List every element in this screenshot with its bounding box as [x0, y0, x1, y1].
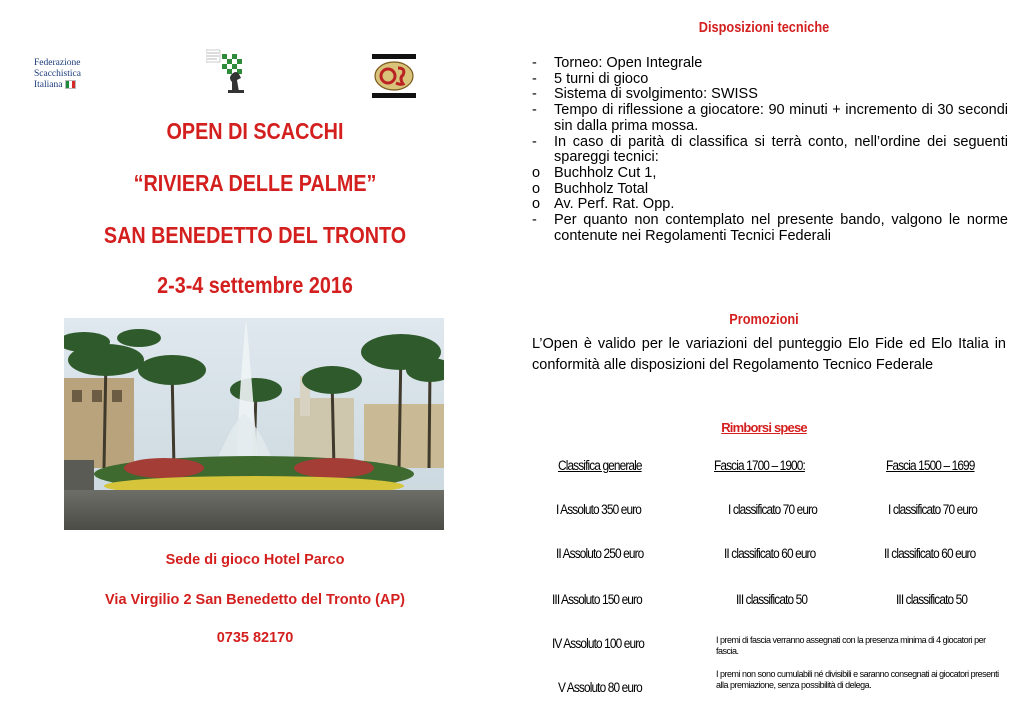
italian-flag-icon	[65, 80, 76, 89]
prize-general-3: III Assoluto 150 euro	[552, 592, 642, 607]
rimborsi-note-2: I premi non sono cumulabili né divisibili e saranno consegnati ai giocatori presenti alla premiazione, senza possibilità di delega.	[716, 669, 999, 690]
list-text: Per quanto non contemplato nel presente bando, valgono le norme contenute nei Regolamenti Tecnici Federali	[554, 212, 1008, 244]
list-marker: o	[532, 164, 541, 181]
tech-title: Disposizioni tecniche	[698, 20, 830, 36]
hotel-park-photo	[64, 318, 444, 530]
fsi-logo-line3-text: Italiana	[34, 80, 63, 90]
venue-phone: 0735 82170	[216, 630, 294, 646]
promo-text: L’Open è valido per le variazioni del punteggio Elo Fide ed Elo Italia in conformità alle disposizioni del Regolamento Tecnico Federale	[532, 336, 1006, 373]
title-line2: “RIVIERA DELLE PALME”	[133, 170, 377, 196]
prize-general-4: IV Assoluto 100 euro	[552, 636, 645, 651]
venue-address: Via Virgilio 2 San Benedetto del Tronto (AP)	[105, 592, 405, 608]
rimborsi-header-fascia-1700: Fascia 1700 – 1900:	[714, 458, 805, 473]
list-marker: -	[532, 70, 537, 87]
fsi-logo-line2: Scacchistica	[34, 69, 81, 79]
list-marker: -	[532, 212, 537, 229]
prize-fascia1500-3: III classificato 50	[896, 592, 968, 607]
list-item	[532, 197, 1008, 213]
fsi-logo-line1: Federazione	[34, 58, 81, 68]
list-marker: -	[532, 86, 537, 103]
rimborsi-note-1: I premi di fascia verranno assegnati con la presenza minima di 4 giocatori per fascia.	[716, 635, 986, 656]
list-text: Sistema di svolgimento: SWISS	[554, 86, 758, 103]
prize-fascia1500-2: II classificato 60 euro	[884, 546, 976, 561]
rimborsi-header-fascia-1500: Fascia 1500 – 1699	[886, 458, 975, 473]
list-marker: -	[532, 102, 537, 119]
list-item	[532, 103, 1008, 134]
list-marker: -	[532, 55, 537, 71]
list-text: In caso di parità di classifica si terrà conto, nell’ordine dei seguenti spareggi tecnici:	[554, 133, 1008, 166]
list-text: Torneo: Open Integrale	[554, 55, 703, 71]
list-marker: o	[532, 196, 541, 213]
fsi-logo-icon	[34, 58, 104, 102]
prize-fascia1700-3: III classificato 50	[736, 592, 808, 607]
list-text: Buchholz Total	[554, 180, 649, 197]
prize-fascia1700-1: I classificato 70 euro	[728, 502, 817, 517]
fsi-logo-line3	[34, 80, 104, 91]
list-text: Buchholz Cut 1,	[554, 164, 657, 181]
prize-general-2: II Assoluto 250 euro	[556, 546, 644, 561]
list-item	[532, 56, 1008, 72]
title-line4: 2-3-4 settembre 2016	[157, 272, 353, 298]
prize-fascia1700-2: II classificato 60 euro	[724, 546, 816, 561]
list-text: Av. Perf. Rat. Opp.	[554, 196, 675, 213]
promo-title: Promozioni	[729, 312, 799, 328]
list-item	[532, 182, 1008, 198]
list-marker: o	[532, 180, 541, 197]
chess-sponsor-logo-icon	[372, 54, 416, 98]
prize-general-5: V Assoluto 80 euro	[558, 680, 642, 695]
right-panel	[518, 0, 1010, 724]
list-text: 5 turni di gioco	[554, 70, 649, 87]
title-line3: SAN BENEDETTO DEL TRONTO	[103, 222, 407, 248]
prize-fascia1500-1: I classificato 70 euro	[888, 502, 977, 517]
list-item	[532, 135, 1008, 166]
title-line1: OPEN DI SCACCHI	[166, 118, 344, 144]
left-panel	[0, 0, 510, 724]
list-marker: -	[532, 133, 537, 150]
list-item	[532, 166, 1008, 182]
rimborsi-title: Rimborsi spese	[721, 420, 807, 435]
list-item	[532, 213, 1008, 244]
prize-general-1: I Assoluto 350 euro	[556, 502, 642, 517]
list-text: Tempo di riflessione a giocatore: 90 minuti + incremento di 30 secondi sin dalla prima mossa.	[554, 102, 1008, 134]
venue-name: Sede di gioco Hotel Parco	[165, 552, 345, 568]
list-item	[532, 87, 1008, 103]
rimborsi-header-general: Classifica generale	[558, 458, 642, 473]
list-item	[532, 72, 1008, 88]
tech-list	[532, 56, 1008, 244]
chess-club-logo-icon	[206, 48, 252, 94]
